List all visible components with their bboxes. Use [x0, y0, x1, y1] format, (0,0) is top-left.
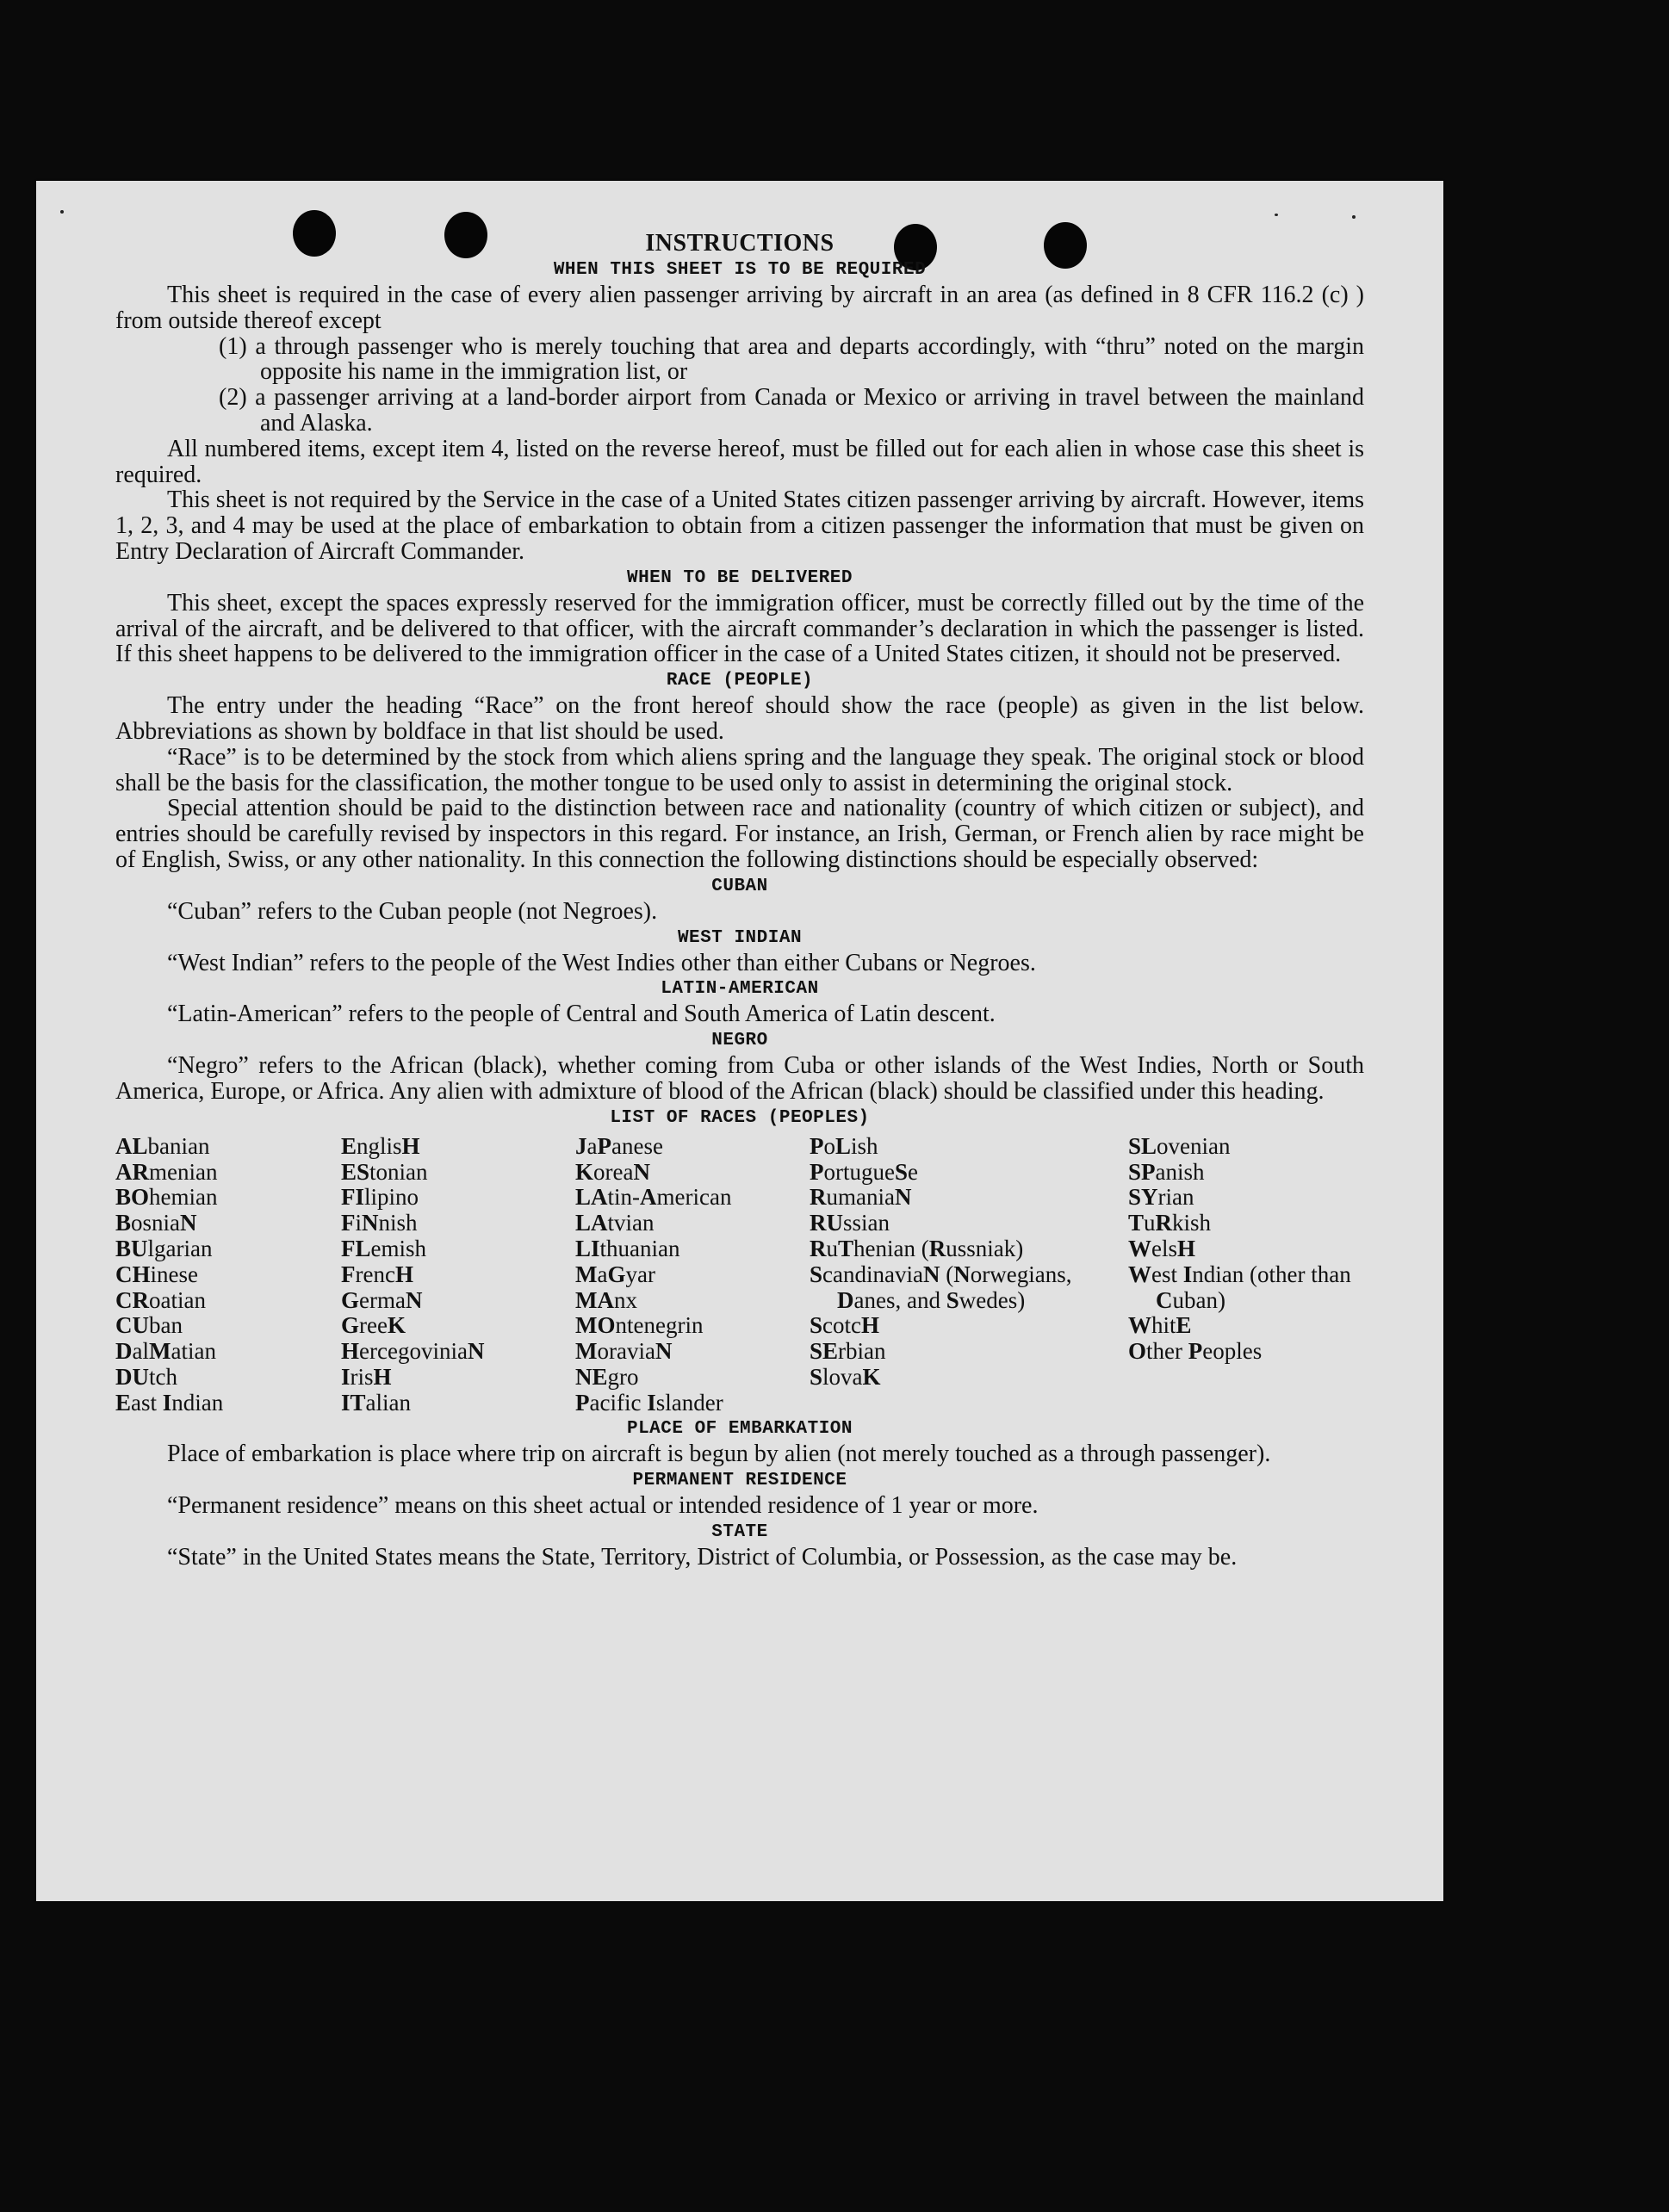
section-heading: NEGRO [711, 1031, 768, 1051]
race-item: MaGyar [575, 1261, 655, 1287]
race-item: FLemish [341, 1235, 427, 1261]
race-item: LIthuanian [575, 1235, 680, 1261]
section-heading: CUBAN [711, 876, 768, 896]
race-item: DalMatian [115, 1338, 216, 1365]
race-item: GermaN [341, 1286, 423, 1313]
paragraph: “State” in the United States means the State, Territory, District of Columbia, or Possession, as the case may be. [167, 1544, 1238, 1571]
race-item: ScandinaviaN (Norwegians, Danes, and Swedes) [810, 1261, 1072, 1313]
race-item: FiNnish [341, 1210, 418, 1236]
section-heading: STATE [711, 1522, 768, 1543]
paragraph: This sheet is required in the case of every alien passenger arriving by aircraft in an area (as defined in 8 CFR 116.2 (c) ) from outside thereof except [115, 282, 1364, 334]
document-page [36, 181, 1443, 1901]
race-column [1128, 1134, 1364, 1416]
race-item: SLovenian [1128, 1132, 1231, 1159]
race-item: BOhemian [115, 1184, 218, 1211]
race-item: ARmenian [115, 1158, 218, 1185]
race-item: WhitE [1128, 1312, 1192, 1339]
section-heading: WEST INDIAN [677, 927, 803, 948]
paragraph: All numbered items, except item 4, listed on the reverse hereof, must be filled out for each alien in whose case this sheet is required. [115, 435, 1364, 488]
race-item: CUban [115, 1312, 183, 1339]
list-item: (1) a through passenger who is merely touching that area and departs accordingly, with “thru” noted on the margin opposite his name in the immigration list, or [219, 332, 1364, 386]
race-column [341, 1134, 575, 1416]
race-list [115, 1134, 1364, 1416]
race-item: RumaniaN [810, 1184, 912, 1211]
race-item: WelsH [1128, 1235, 1196, 1261]
race-item: ITalian [341, 1389, 412, 1416]
race-item: CRoatian [115, 1286, 206, 1313]
race-item: SPanish [1128, 1158, 1205, 1185]
section-heading: RACE (PEOPLE) [666, 671, 814, 691]
paragraph: “Race” is to be determined by the stock from which aliens spring and the language they speak. The original stock or blood shall be the basis for the classification, the mother tongue to be used only to assist in determining the original stock. [115, 743, 1364, 796]
section-heading: WHEN THIS SHEET IS TO BE REQUIRED [553, 260, 927, 280]
paragraph: “Latin-American” refers to the people of Central and South America of Latin descent. [167, 1001, 996, 1028]
paragraph: “Cuban” refers to the Cuban people (not Negroes). [167, 897, 658, 925]
instructions-text [115, 231, 1364, 1571]
list-item: (2) a passenger arriving at a land-border airport from Canada or Mexico or arriving in travel between the mainland and Alaska. [219, 384, 1364, 437]
section-heading: LATIN-AMERICAN [661, 979, 819, 1000]
race-column [810, 1134, 1128, 1416]
paragraph: The entry under the heading “Race” on the front hereof should show the race (people) as given in the list below. Abbreviations as shown by boldface in that list should be used. [115, 692, 1364, 745]
race-item: MAnx [575, 1286, 637, 1313]
race-item: SYrian [1128, 1184, 1194, 1211]
race-item: MoraviaN [575, 1338, 673, 1365]
race-item: RuThenian (Russniak) [810, 1235, 1024, 1261]
speck [1275, 214, 1278, 216]
race-column [115, 1134, 341, 1416]
race-item: EStonian [341, 1158, 428, 1185]
section-heading: PERMANENT RESIDENCE [632, 1471, 847, 1491]
paragraph: Place of embarkation is place where trip on aircraft is begun by alien (not merely touched as a through passenger). [167, 1441, 1271, 1468]
page-title: INSTRUCTIONS [645, 230, 834, 257]
race-item: LAtvian [575, 1210, 655, 1236]
race-item: DUtch [115, 1363, 177, 1390]
race-item: GreeK [341, 1312, 406, 1339]
section-heading: PLACE OF EMBARKATION [626, 1419, 853, 1440]
paragraph: “Permanent residence” means on this sheet actual or intended residence of 1 year or more. [167, 1492, 1039, 1520]
speck [60, 210, 64, 214]
paragraph: “West Indian” refers to the people of the West Indies other than either Cubans or Negroes. [167, 949, 1036, 976]
paragraph: This sheet is not required by the Service in the case of a United States citizen passenger arriving by aircraft. However, items 1, 2, 3, and 4 may be used at the place of embarkation to obtain from a citizen passenger the information that must be given on Entry Declaration of Aircraft Commander. [115, 486, 1364, 565]
race-item: SErbian [810, 1338, 886, 1365]
race-item: NEgro [575, 1363, 639, 1390]
race-item: MOntenegrin [575, 1312, 704, 1339]
race-item: Other Peoples [1128, 1338, 1263, 1365]
section-heading: LIST OF RACES (PEOPLES) [610, 1107, 870, 1128]
race-item: RUssian [810, 1210, 890, 1236]
race-item: HercegoviniaN [341, 1338, 485, 1365]
race-item: ScotcH [810, 1312, 880, 1339]
race-item: ALbanian [115, 1132, 210, 1159]
section-heading: WHEN TO BE DELIVERED [626, 567, 853, 588]
race-item: BUlgarian [115, 1235, 213, 1261]
paragraph: Special attention should be paid to the distinction between race and nationality (country of which citizen or subject), and entries should be carefully revised by inspectors in this regard. For instance, an Irish, German, or French alien by race might be of English, Swiss, or any other nationality. In this connection the following distinctions should be especially observed: [115, 795, 1364, 873]
race-item: FrencH [341, 1261, 413, 1287]
race-item: SlovaK [810, 1363, 881, 1390]
race-column [575, 1134, 810, 1416]
speck [1352, 215, 1356, 219]
race-item: West Indian (other than Cuban) [1128, 1261, 1351, 1313]
paragraph: This sheet, except the spaces expressly reserved for the immigration officer, must be correctly filled out by the time of the arrival of the aircraft, and be delivered to that officer, with the aircraft commander’s declaration in which the passenger is listed. If this sheet happens to be delivered to the immigration officer in the case of a United States citizen, it should not be preserved. [115, 589, 1364, 668]
race-item: CHinese [115, 1261, 198, 1287]
race-item: East Indian [115, 1389, 224, 1416]
race-item: FIlipino [341, 1184, 419, 1211]
race-item: IrisH [341, 1363, 392, 1390]
race-item: EnglisH [341, 1132, 420, 1159]
race-item: JaPanese [575, 1132, 663, 1159]
race-item: Pacific Islander [575, 1389, 723, 1416]
race-item: BosniaN [115, 1210, 197, 1236]
race-item: PoLish [810, 1132, 878, 1159]
race-item: LAtin-American [575, 1184, 732, 1211]
race-item: PortugueSe [810, 1158, 918, 1185]
paragraph: “Negro” refers to the African (black), whether coming from Cuba or other islands of the West Indies, North or South America, Europe, or Africa. Any alien with admixture of blood of the African (black) should be classified under this heading. [115, 1052, 1364, 1105]
race-item: KoreaN [575, 1158, 650, 1185]
race-item: TuRkish [1128, 1210, 1212, 1236]
